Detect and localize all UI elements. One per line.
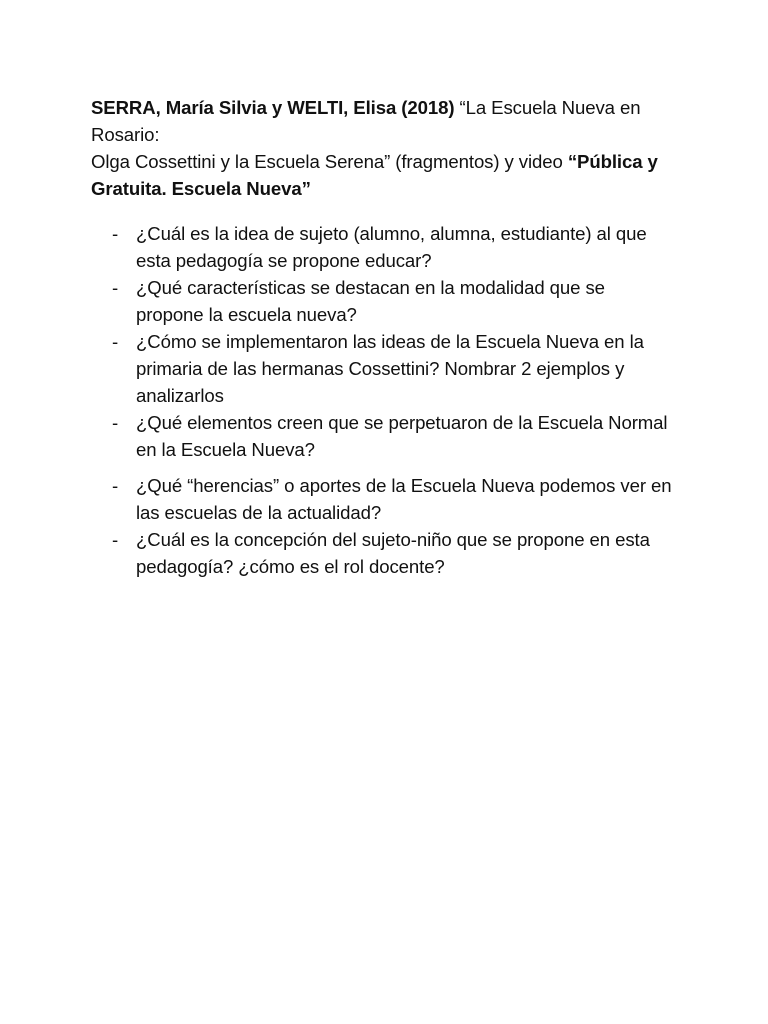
question-text: ¿Cuál es la idea de sujeto (alumno, alumna, estudiante) al que esta pedagogía se propone educar? — [136, 223, 647, 271]
bullet-dash: - — [112, 223, 119, 244]
question-item — [91, 409, 688, 463]
bullet-dash: - — [112, 331, 119, 352]
question-text: ¿Cómo se implementaron las ideas de la Escuela Nueva en la primaria de las hermanas Cossettini? Nombrar 2 ejemplos y analizarlos — [136, 331, 644, 406]
heading-video-part1: “Pública y — [567, 151, 658, 172]
question-item — [91, 220, 688, 274]
document-heading — [91, 94, 688, 202]
question-item — [91, 472, 688, 526]
bullet-dash: - — [112, 277, 119, 298]
heading-video-part2: Gratuita. Escuela Nueva” — [91, 178, 311, 199]
heading-authors: SERRA, María Silvia y WELTI, Elisa (2018) — [91, 97, 455, 118]
question-text: ¿Cuál es la concepción del sujeto-niño que se propone en esta pedagogía? ¿cómo es el rol docente? — [136, 529, 650, 577]
heading-title-part1: “La Escuela Nueva en Rosario: — [91, 97, 641, 145]
heading-title-part2: Olga Cossettini y la Escuela Serena” (fragmentos) y video — [91, 151, 568, 172]
question-item — [91, 526, 688, 580]
question-text: ¿Qué “herencias” o aportes de la Escuela Nueva podemos ver en las escuelas de la actualidad? — [136, 475, 672, 523]
bullet-dash: - — [112, 412, 119, 433]
question-item — [91, 274, 688, 328]
question-item — [91, 328, 688, 409]
question-list — [91, 220, 688, 580]
question-text: ¿Qué características se destacan en la modalidad que se propone la escuela nueva? — [136, 277, 605, 325]
question-text: ¿Qué elementos creen que se perpetuaron de la Escuela Normal en la Escuela Nueva? — [136, 412, 668, 460]
bullet-dash: - — [112, 475, 119, 496]
bullet-dash: - — [112, 529, 119, 550]
